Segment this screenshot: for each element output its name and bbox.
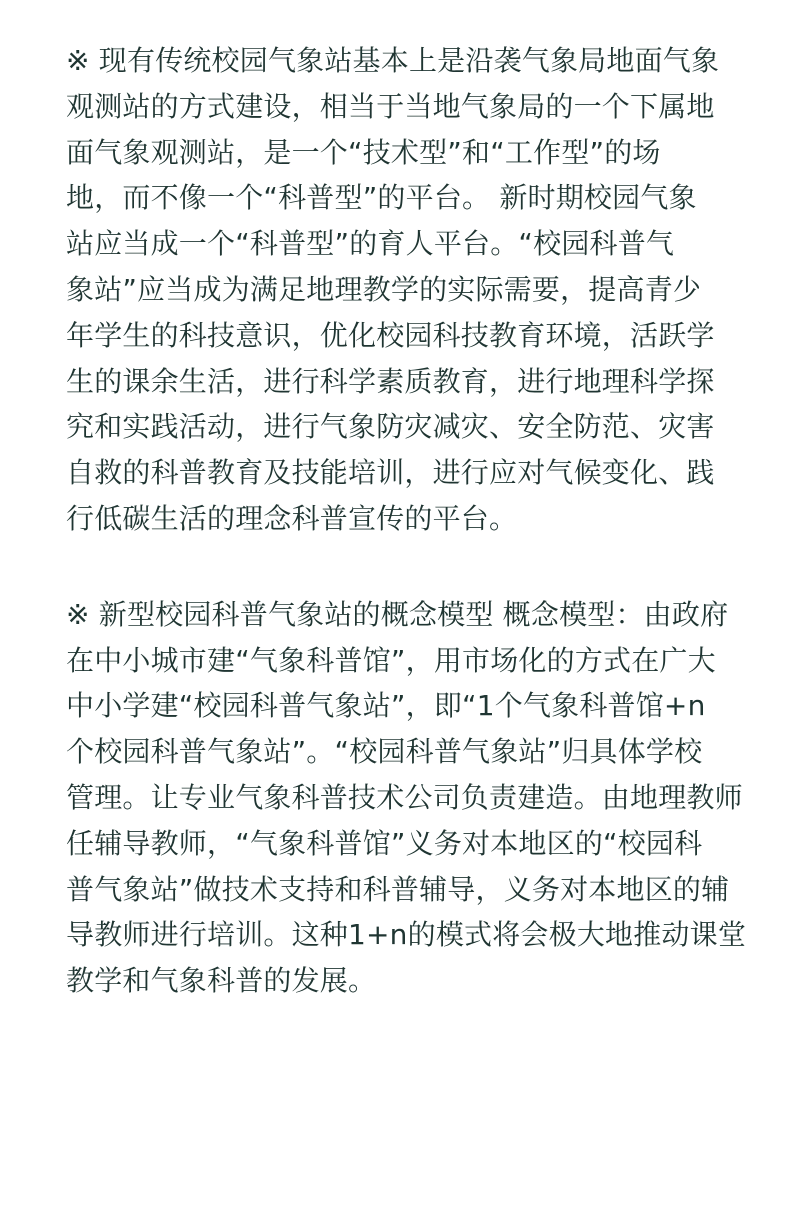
text-line: 自救的科普教育及技能培训，进行应对气候变化、践 — [66, 456, 715, 490]
text-line: 站应当成一个“科普型”的育人平台。“校园科普气 — [66, 227, 675, 261]
text-line: 生的课余生活，进行科学素质教育，进行地理科学探 — [66, 364, 715, 398]
text-line: 地，而不像一个“科普型”的平台。 新时期校园气象 — [66, 181, 697, 215]
text-line: 究和实践活动，进行气象防灾减灾、安全防范、灾害 — [66, 410, 715, 444]
text-line: 中小学建“校园科普气象站”，即“1个气象科普馆+n — [66, 689, 706, 723]
paragraph-concept-model — [66, 592, 756, 1004]
text-line: 在中小城市建“气象科普馆”，用市场化的方式在广大 — [66, 643, 716, 677]
text-line: 年学生的科技意识，优化校园科技教育环境，活跃学 — [66, 318, 715, 352]
text-line: 任辅导教师，“气象科普馆”义务对本地区的“校园科 — [66, 826, 703, 860]
text-line: 行低碳生活的理念科普宣传的平台。 — [66, 501, 518, 535]
text-line: 象站”应当成为满足地理教学的实际需要，提高青少 — [66, 272, 702, 306]
text-line: 个校园科普气象站”。“校园科普气象站”归具体学校 — [66, 735, 703, 769]
text-line: 普气象站”做技术支持和科普辅导，义务对本地区的辅 — [66, 872, 730, 906]
text-line: ※ 新型校园科普气象站的概念模型 概念模型：由政府 — [66, 597, 729, 631]
text-line: 观测站的方式建设，相当于当地气象局的一个下属地 — [66, 89, 715, 123]
paragraph-traditional-weather-station — [66, 38, 756, 542]
text-line: 导教师进行培训。这种1+n的模式将会极大地推动课堂 — [66, 918, 747, 952]
text-line: 管理。让专业气象科普技术公司负责建造。由地理教师 — [66, 780, 743, 814]
text-line: 教学和气象科普的发展。 — [66, 964, 377, 998]
article-body — [66, 38, 756, 1004]
text-line: 面气象观测站，是一个“技术型”和“工作型”的场 — [66, 135, 661, 169]
text-line: ※ 现有传统校园气象站基本上是沿袭气象局地面气象 — [66, 44, 720, 77]
